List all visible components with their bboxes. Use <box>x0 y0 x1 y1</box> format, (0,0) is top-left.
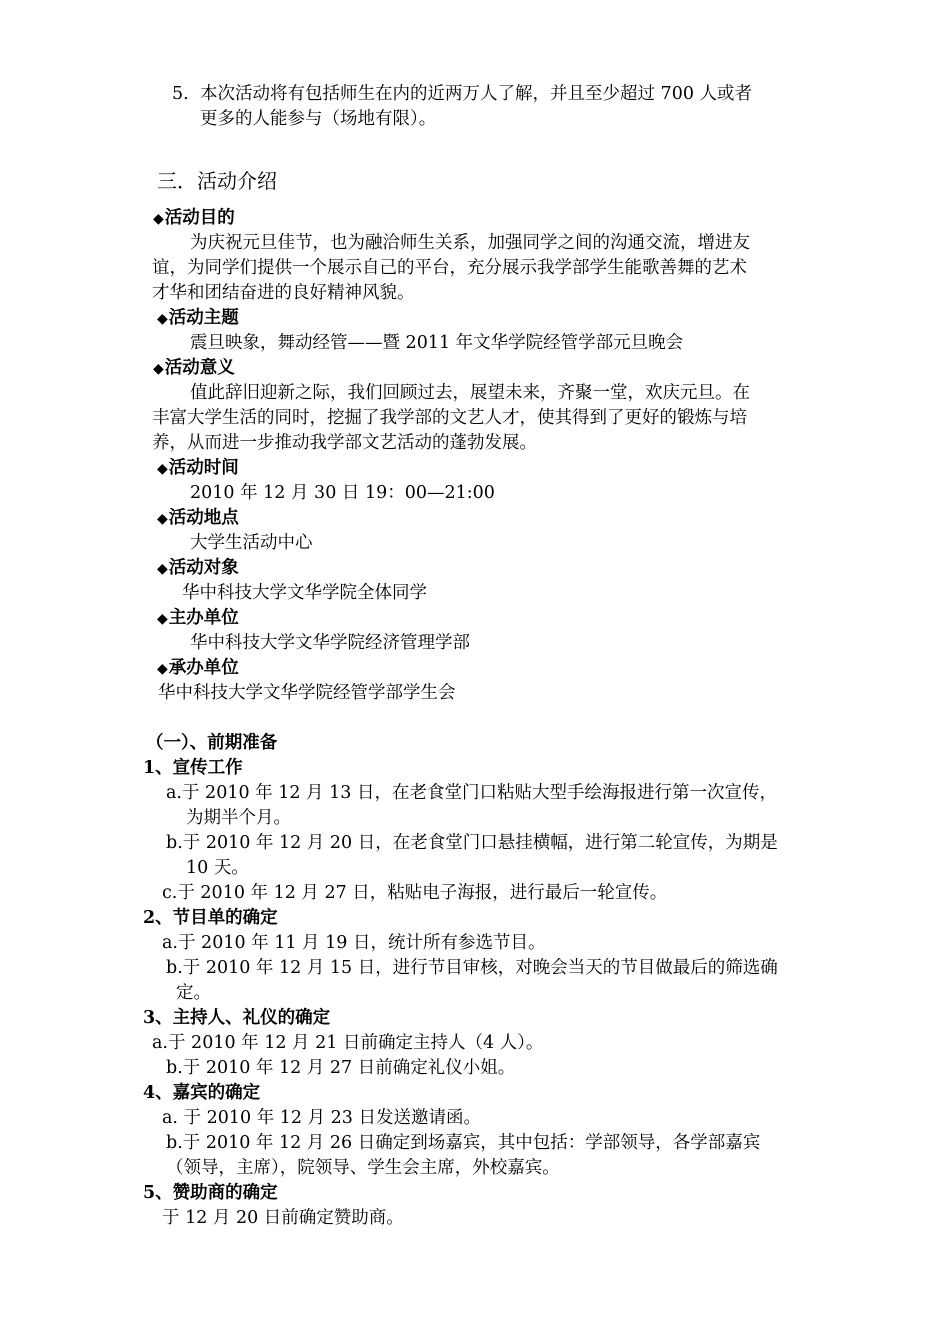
time-heading: ◆活动时间 <box>157 456 239 482</box>
sponsor-heading: 5、赞助商的确定 <box>143 1183 278 1203</box>
significance-heading: ◆活动意义 <box>153 356 235 382</box>
purpose-line: 谊，为同学们提供一个展示自己的平台，充分展示我学部学生能歌善舞的艺术 <box>152 258 747 278</box>
diamond-bullet-icon: ◆ <box>157 311 168 327</box>
host-heading: 3、主持人、礼仪的确定 <box>143 1008 331 1028</box>
diamond-bullet-icon: ◆ <box>157 511 168 527</box>
program-heading: 2、节目单的确定 <box>143 908 278 928</box>
program-b-line2: 定。 <box>176 983 211 1003</box>
significance-line: 值此辞旧迎新之际，我们回顾过去，展望未来，齐聚一堂，欢庆元旦。在 <box>190 383 750 403</box>
purpose-line: 才华和团结奋进的良好精神风貌。 <box>152 283 415 303</box>
purpose-heading: ◆活动目的 <box>153 206 235 232</box>
time-text: 2010 年 12 月 30 日 19：00—21:00 <box>190 483 495 503</box>
guests-b-line1: b.于 2010 年 12 月 26 日确定到场嘉宾，其中包括：学部领导，各学部嘉宾 <box>166 1133 761 1153</box>
diamond-bullet-icon: ◆ <box>157 561 168 577</box>
item5-line2: 更多的人能参与（场地有限）。 <box>200 109 437 129</box>
program-a-line1: a.于 2010 年 11 月 19 日，统计所有参选节目。 <box>162 933 546 953</box>
program-b-line1: b.于 2010 年 12 月 15 日，进行节目审核，对晚会当天的节目做最后的筛选确 <box>166 958 778 978</box>
publicity-a-line1: a.于 2010 年 12 月 13 日，在老食堂门口粘贴大型手绘海报进行第一次宣传， <box>166 783 777 803</box>
purpose-line: 为庆祝元旦佳节，也为融洽师生关系，加强同学之间的沟通交流，增进友 <box>190 233 750 253</box>
publicity-heading: 1、宣传工作 <box>143 758 243 778</box>
host-b-line1: b.于 2010 年 12 月 27 日前确定礼仪小姐。 <box>166 1058 516 1078</box>
significance-line: 丰富大学生活的同时，挖掘了我学部的文艺人才，使其得到了更好的锻炼与培 <box>152 408 747 428</box>
place-text: 大学生活动中心 <box>190 533 313 553</box>
item5-line1: 本次活动将有包括师生在内的近两万人了解，并且至少超过 700 人或者 <box>200 84 753 104</box>
sponsor-a-line1: 于 12 月 20 日前确定赞助商。 <box>162 1208 404 1228</box>
diamond-bullet-icon: ◆ <box>157 661 168 677</box>
audience-heading: ◆活动对象 <box>157 556 239 582</box>
coorganizer-text: 华中科技大学文华学院经管学部学生会 <box>158 683 456 703</box>
organizer-heading: ◆主办单位 <box>157 606 239 632</box>
publicity-b-line1: b.于 2010 年 12 月 20 日，在老食堂门口悬挂横幅，进行第二轮宣传，为期是 <box>166 833 778 853</box>
diamond-bullet-icon: ◆ <box>157 461 168 477</box>
organizer-text: 华中科技大学文华学院经济管理学部 <box>190 633 470 653</box>
prep-title: （一）、前期准备 <box>146 733 278 753</box>
theme-text: 震旦映象，舞动经管——暨 2011 年文华学院经管学部元旦晚会 <box>190 333 684 353</box>
theme-heading: ◆活动主题 <box>157 306 239 332</box>
host-a-line1: a.于 2010 年 12 月 21 日前确定主持人（4 人）。 <box>152 1033 544 1053</box>
guests-heading: 4、嘉宾的确定 <box>143 1083 261 1103</box>
guests-b-line2: （领导，主席），院领导、学生会主席，外校嘉宾。 <box>166 1158 560 1178</box>
publicity-c-line1: c.于 2010 年 12 月 27 日，粘贴电子海报，进行最后一轮宣传。 <box>162 883 668 903</box>
diamond-bullet-icon: ◆ <box>153 211 164 227</box>
audience-text: 华中科技大学文华学院全体同学 <box>182 583 427 603</box>
publicity-a-line2: 为期半个月。 <box>186 808 291 828</box>
coorganizer-heading: ◆承办单位 <box>157 656 239 682</box>
section-title: 三．活动介绍 <box>157 169 277 193</box>
guests-a-line1: a. 于 2010 年 12 月 23 日发送邀请函。 <box>162 1108 482 1128</box>
place-heading: ◆活动地点 <box>157 506 239 532</box>
diamond-bullet-icon: ◆ <box>157 611 168 627</box>
significance-line: 养，从而进一步推动我学部文艺活动的蓬勃发展。 <box>152 433 537 453</box>
diamond-bullet-icon: ◆ <box>153 361 164 377</box>
publicity-b-line2: 10 天。 <box>186 858 249 878</box>
list-number: 5. <box>172 84 189 104</box>
